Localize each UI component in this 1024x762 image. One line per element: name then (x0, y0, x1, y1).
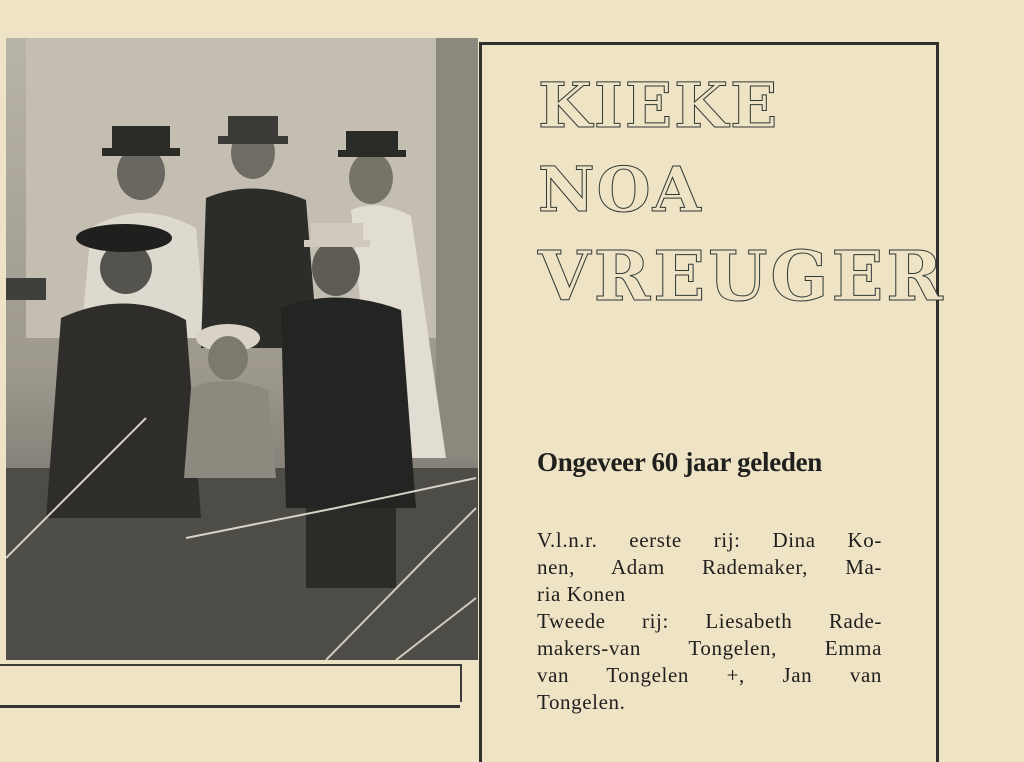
masthead-line-1: KIEKE (538, 69, 780, 142)
masthead-line-3: VREUGER (538, 237, 946, 317)
caption-line: Tongelen. (537, 690, 626, 714)
caption-line: nen, Adam Rademaker, Ma- (537, 555, 882, 579)
caption-line: makers-van Tongelen, Emma (537, 636, 882, 660)
family-photo (6, 38, 478, 660)
caption-line: van Tongelen +, Jan van (537, 663, 882, 687)
masthead (538, 69, 946, 317)
article-heading: Ongeveer 60 jaar geleden (537, 447, 822, 477)
family-photo-illustration (6, 38, 478, 660)
caption-line: V.l.n.r. eerste rij: Dina Ko- (537, 528, 882, 552)
photo-caption (537, 527, 882, 716)
caption-line: ria Konen (537, 582, 626, 606)
photo-frame-line (0, 664, 462, 702)
masthead-line-2: NOA (538, 153, 703, 226)
caption-line: Tweede rij: Liesabeth Rade- (537, 609, 882, 633)
bottom-rule (0, 705, 460, 708)
article-box (479, 42, 946, 762)
